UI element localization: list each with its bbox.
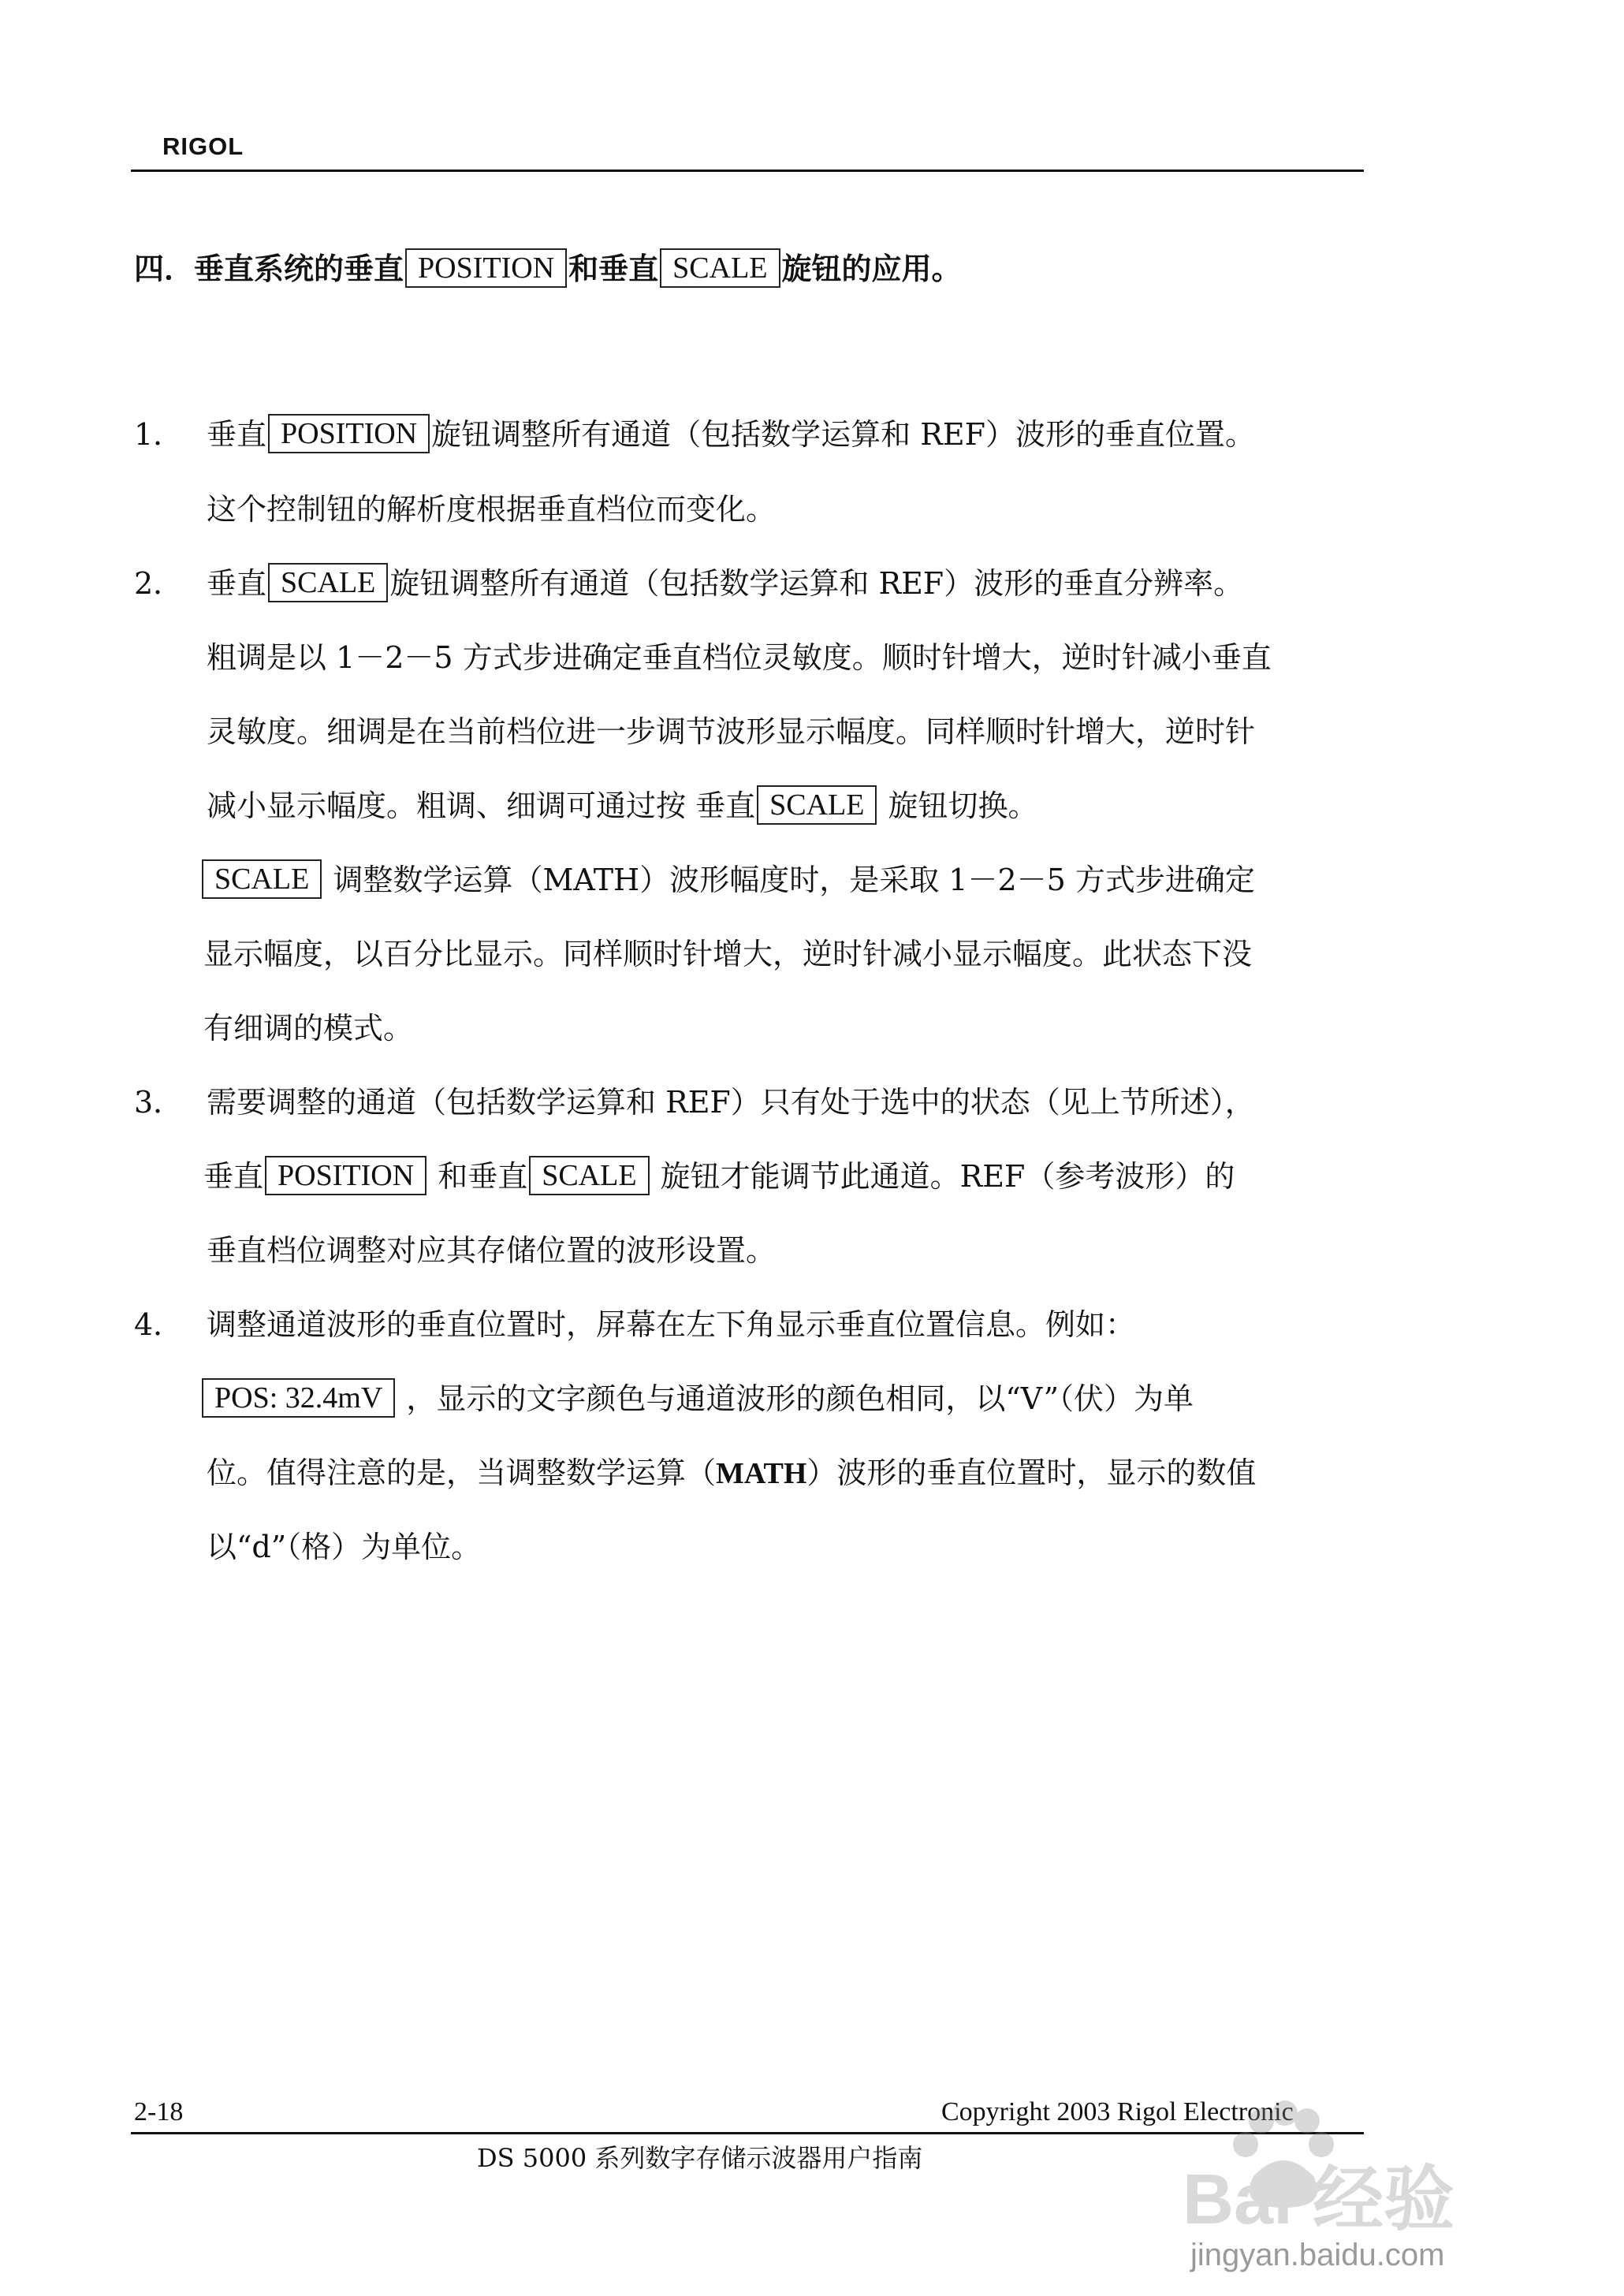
item-line: 垂直 SCALE 旋钮调整所有通道（包括数学运算和 REF）波形的垂直分辨率。 — [207, 563, 1243, 604]
scale-box: SCALE — [268, 563, 388, 602]
scale-box: SCALE — [202, 859, 322, 899]
position-box: POSITION — [268, 414, 430, 453]
item-line: 显示幅度，以百分比显示。同样顺时针增大，逆时针减小显示幅度。此状态下没 — [203, 937, 1253, 971]
header-rule — [131, 170, 1364, 172]
item-number: 4． — [134, 1307, 184, 1342]
item-line: 减小显示幅度。粗调、细调可通过按 垂直 SCALE 旋钮切换。 — [207, 785, 1038, 826]
item-line: 粗调是以 1－2－5 方式步进确定垂直档位灵敏度。顺时针增大，逆时针减小垂直 — [207, 640, 1272, 675]
scale-box: SCALE — [757, 785, 877, 825]
copyright: Copyright 2003 Rigol Electronic — [941, 2097, 1294, 2126]
item-line: 位。值得注意的是，当调整数学运算（MATH）波形的垂直位置时，显示的数值 — [207, 1456, 1257, 1490]
item-line: POS: 32.4mV ，显示的文字颜色与通道波形的颜色相同，以“V”（伏）为单 — [200, 1378, 1194, 1419]
item-number: 3． — [134, 1085, 184, 1120]
title-suffix: 旋钮的应用。 — [781, 251, 962, 286]
position-box: POSITION — [265, 1156, 426, 1195]
item-line: 灵敏度。细调是在当前档位进一步调节波形显示幅度。同样顺时针增大，逆时针 — [207, 714, 1256, 749]
item-line: 有细调的模式。 — [203, 1011, 414, 1046]
item-line: 调整通道波形的垂直位置时，屏幕在左下角显示垂直位置信息。例如： — [207, 1307, 1136, 1342]
watermark-url: jingyan.baidu.com — [1190, 2238, 1445, 2272]
section-title — [134, 244, 962, 288]
page-number: 2-18 — [134, 2097, 184, 2126]
pos-readout-box: POS: 32.4mV — [202, 1378, 395, 1418]
item-line: 垂直档位调整对应其存储位置的波形设置。 — [207, 1233, 777, 1268]
item-line: SCALE 调整数学运算（MATH）波形幅度时，是采取 1－2－5 方式步进确定 — [200, 859, 1255, 900]
item-line: 这个控制钮的解析度根据垂直档位而变化。 — [207, 492, 777, 527]
math-bold: MATH — [716, 1457, 807, 1490]
title-scale-box: SCALE — [660, 248, 780, 288]
item-line: 以“d”（格）为单位。 — [207, 1530, 482, 1564]
manual-title: DS 5000 系列数字存储示波器用户指南 — [477, 2143, 923, 2173]
item-line: 垂直 POSITION 和垂直 SCALE 旋钮才能调节此通道。REF（参考波形）的 — [203, 1156, 1235, 1197]
item-line: 需要调整的通道（包括数学运算和 REF）只有处于选中的状态（见上节所述）， — [207, 1085, 1255, 1120]
brand-logo: RIGOL — [162, 132, 244, 160]
item-number: 2． — [134, 566, 184, 601]
item-line: 垂直 POSITION 旋钮调整所有通道（包括数学运算和 REF）波形的垂直位置。 — [207, 414, 1255, 455]
watermark-logo-text: Bai 经验 — [1183, 2160, 1455, 2239]
title-mid: 和垂直 — [568, 251, 659, 286]
item-number: 1． — [134, 417, 184, 452]
title-prefix: 四．垂直系统的垂直 — [134, 251, 404, 286]
title-position-box: POSITION — [405, 248, 567, 288]
scale-box: SCALE — [529, 1156, 649, 1195]
